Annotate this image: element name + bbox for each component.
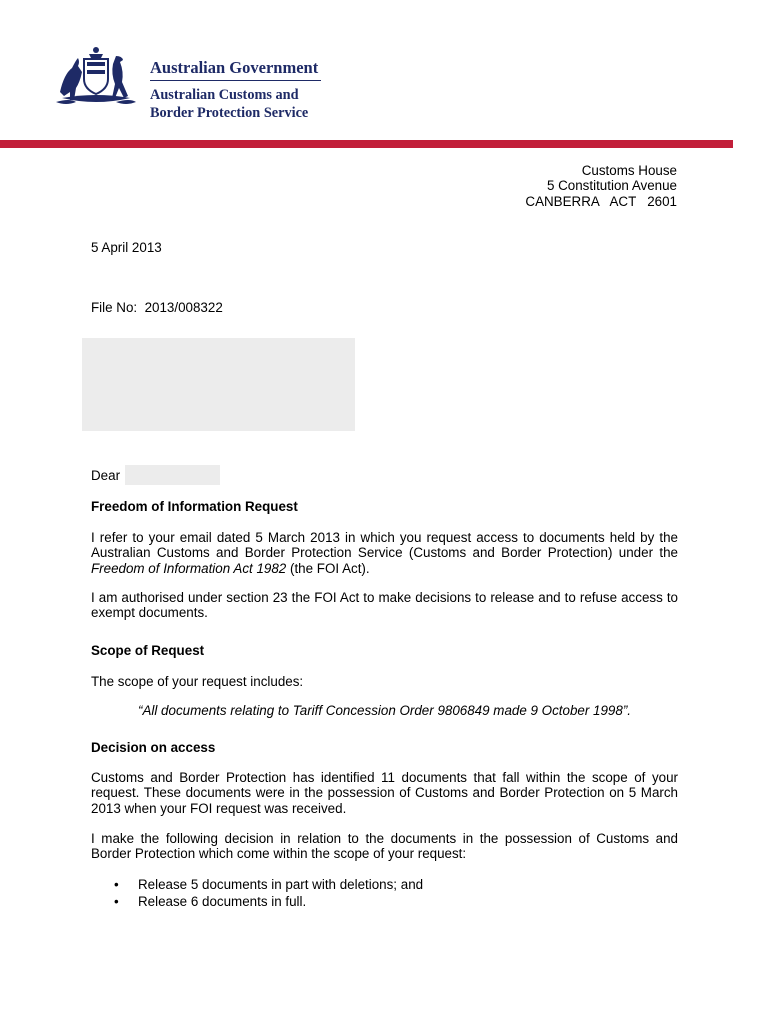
list-item	[91, 894, 423, 911]
coat-of-arms-logo	[52, 44, 140, 108]
agency-name-line1: Australian Customs and	[150, 87, 299, 103]
redacted-recipient-name	[125, 465, 220, 485]
address-line3: CANBERRA ACT 2601	[525, 193, 677, 209]
paragraph-email-reference	[91, 530, 678, 576]
letter-date: 5 April 2013	[91, 240, 162, 255]
decision-list	[91, 877, 423, 910]
list-item-text: Release 5 documents in part with deletions; and	[138, 877, 424, 892]
heading-scope: Scope of Request	[91, 643, 205, 658]
act-title: Freedom of Information Act 1982	[91, 560, 287, 576]
bullet-icon: •	[114, 877, 119, 892]
sender-address	[525, 163, 677, 209]
p1-text-before: I refer to your email dated 5 March 2013 in which you request access to documents held by the Australian Customs and Border Protection Service (Customs and Border Protection) under the	[91, 530, 678, 561]
bullet-icon: •	[114, 893, 119, 909]
letterhead-band	[0, 140, 733, 148]
salutation: Dear	[91, 468, 121, 483]
heading-decision: Decision on access	[91, 740, 216, 755]
heading-foi-request: Freedom of Information Request	[91, 499, 298, 514]
address-line2: 5 Constitution Avenue	[546, 178, 677, 194]
letterhead-divider	[150, 80, 321, 81]
file-number: File No: 2013/008322	[91, 300, 223, 315]
paragraph-authorisation: I am authorised under section 23 the FOI Act to make decisions to release and to refuse access to exempt documents.	[91, 590, 678, 621]
paragraph-documents-identified: Customs and Border Protection has identified 11 documents that fall within the scope of your request. These documents were in the possession of Customs and Border Protection on 5 March 2013 when your FOI request was received.	[91, 770, 678, 816]
agency-name-line2: Border Protection Service	[150, 105, 309, 121]
address-line1: Customs House	[581, 163, 677, 178]
list-item-text: Release 6 documents in full.	[138, 893, 307, 909]
paragraph-scope-intro: The scope of your request includes:	[91, 674, 304, 689]
list-item	[91, 877, 423, 894]
scope-quote: “All documents relating to Tariff Concession Order 9806849 made 9 October 1998”.	[138, 703, 631, 718]
agency-name	[150, 86, 308, 122]
redacted-recipient-address	[82, 338, 355, 431]
paragraph-decision: I make the following decision in relation to the documents in the possession of Customs and Border Protection which come within the scope of your request:	[91, 831, 678, 862]
government-title: Australian Government	[150, 58, 319, 77]
p1-text-after: (the FOI Act).	[286, 560, 370, 576]
